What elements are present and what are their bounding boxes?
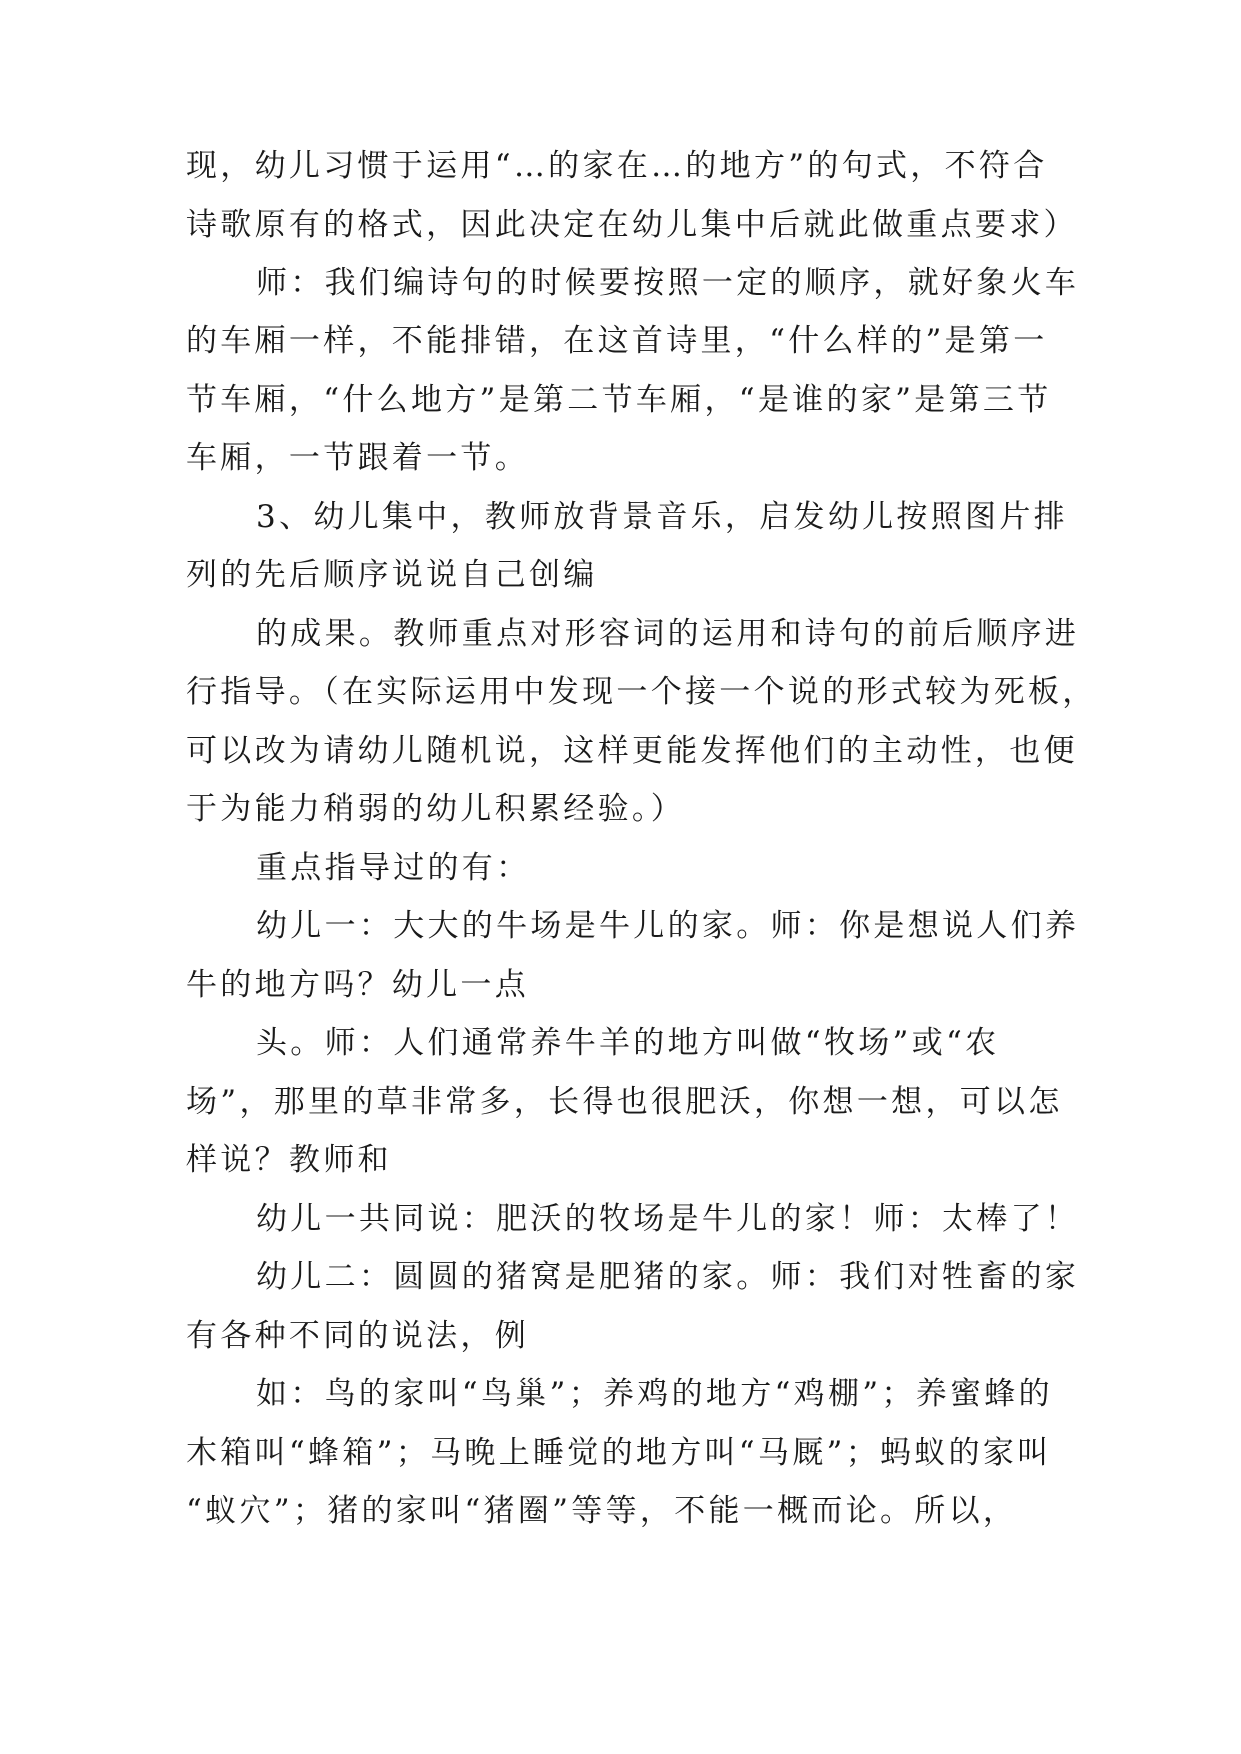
text-line: “蚁穴”；猪的家叫“猪圈”等等，不能一概而论。所以， bbox=[186, 1493, 1018, 1529]
text-line: 车厢，一节跟着一节。 bbox=[186, 440, 529, 476]
text-line: 列的先后顺序说说自己创编 bbox=[186, 557, 598, 593]
text-line: 诗歌原有的格式，因此决定在幼儿集中后就此做重点要求） bbox=[186, 207, 1078, 243]
text-line: 头。师：人们通常养牛羊的地方叫做“牧场”或“农 bbox=[256, 1025, 1000, 1061]
text-line: 节车厢，“什么地方”是第二节车厢，“是谁的家”是第三节 bbox=[186, 382, 1052, 418]
text-line: 行指导。（在实际运用中发现一个接一个说的形式较为死板， bbox=[186, 674, 1097, 710]
text-line: 师：我们编诗句的时候要按照一定的顺序，就好象火车 bbox=[256, 265, 1080, 301]
text-line: 的成果。教师重点对形容词的运用和诗句的前后顺序进 bbox=[256, 616, 1080, 652]
text-line: 木箱叫“蜂箱”；马晚上睡觉的地方叫“马厩”；蚂蚁的家叫 bbox=[186, 1435, 1052, 1471]
text-line: 如：鸟的家叫“鸟巢”；养鸡的地方“鸡棚”；养蜜蜂的 bbox=[256, 1376, 1053, 1412]
text-line: 场”，那里的草非常多，长得也很肥沃，你想一想，可以怎 bbox=[186, 1084, 1063, 1120]
text-line: 可以改为请幼儿随机说，这样更能发挥他们的主动性，也便 bbox=[186, 733, 1078, 769]
text-line: 牛的地方吗？幼儿一点 bbox=[186, 967, 529, 1003]
text-line: 有各种不同的说法，例 bbox=[186, 1318, 529, 1354]
text-line: 现，幼儿习惯于运用“…的家在…的地方”的句式，不符合 bbox=[186, 148, 1048, 184]
text-line: 3、幼儿集中，教师放背景音乐，启发幼儿按照图片排 bbox=[256, 499, 1068, 535]
text-line: 幼儿一：大大的牛场是牛儿的家。师：你是想说人们养 bbox=[256, 908, 1080, 944]
text-line: 幼儿一共同说：肥沃的牧场是牛儿的家！师：太棒了！ bbox=[256, 1201, 1080, 1237]
text-line: 于为能力稍弱的幼儿积累经验。） bbox=[186, 791, 685, 827]
text-line: 重点指导过的有： bbox=[256, 850, 531, 886]
text-line: 的车厢一样，不能排错，在这首诗里，“什么样的”是第一 bbox=[186, 323, 1048, 359]
text-line: 样说？教师和 bbox=[186, 1142, 392, 1178]
text-line: 幼儿二：圆圆的猪窝是肥猪的家。师：我们对牲畜的家 bbox=[256, 1259, 1080, 1295]
